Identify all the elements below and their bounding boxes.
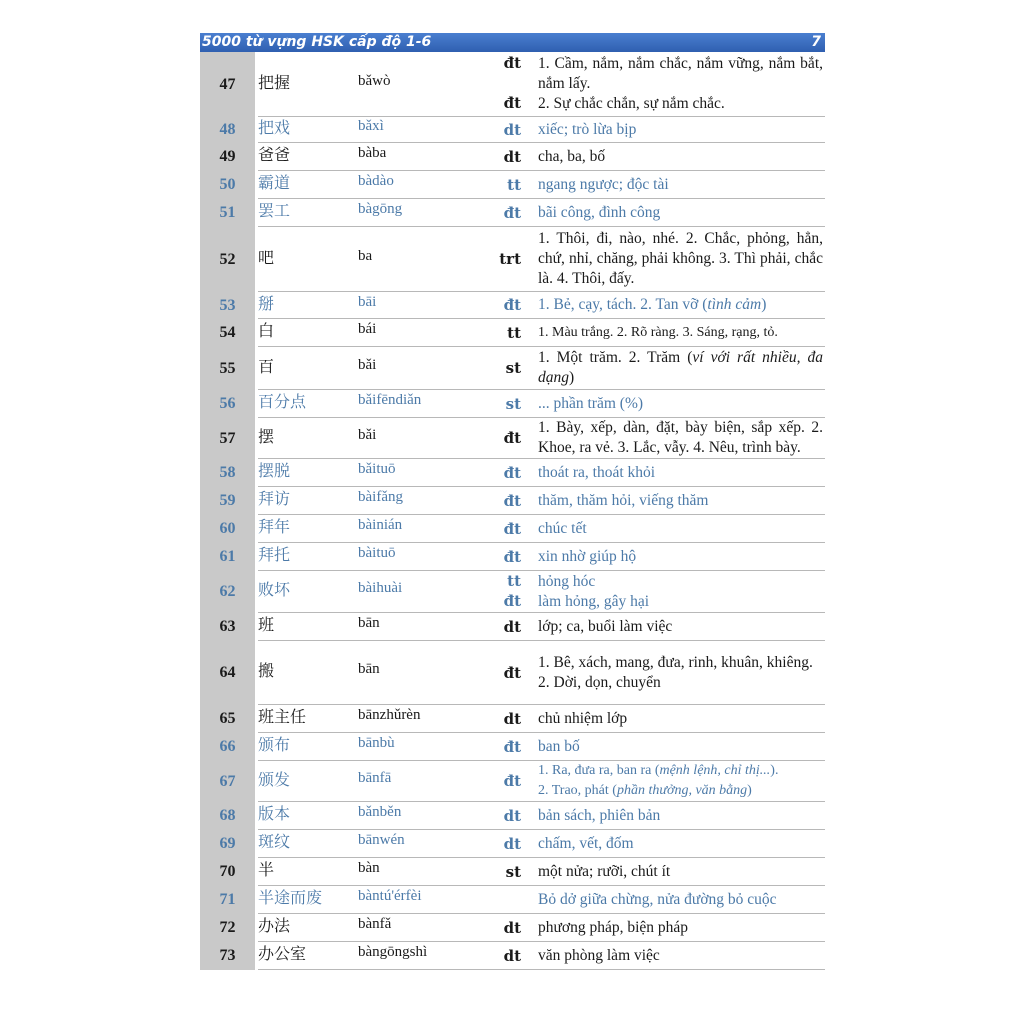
- entry-number: 47: [200, 52, 255, 117]
- pinyin: ba: [358, 247, 373, 264]
- meaning-text: ban bố: [538, 737, 580, 755]
- meaning-text: 1. Thôi, đi, nào, nhé. 2. Chắc, phỏng, hẳn, chứ, nhỉ, chăng, phải không. 3. Thì phải, chắc là. 4. Thôi, đấy.: [538, 230, 823, 287]
- entry-number: 57: [200, 418, 255, 459]
- senses: [476, 942, 825, 969]
- pinyin: bàinián: [358, 517, 403, 533]
- table-row: [200, 942, 825, 970]
- part-of-speech: đt: [503, 54, 521, 72]
- entry-body: [258, 641, 825, 705]
- book-title: 5000 từ vựng HSK cấp độ 1-6: [202, 34, 432, 50]
- meaning-text: 1. Một trăm. 2. Trăm (: [538, 349, 693, 366]
- senses: [476, 761, 825, 801]
- hanzi: 版本: [258, 804, 291, 823]
- dictionary-page: [200, 33, 825, 970]
- part-of-speech: dt: [503, 617, 521, 636]
- meaning-text: Bỏ dở giữa chừng, nửa đường bỏ cuộc: [538, 890, 777, 908]
- hanzi: 百: [258, 356, 275, 376]
- meaning-text: lớp; ca, buổi làm việc: [538, 617, 673, 635]
- sense: [476, 592, 825, 612]
- part-of-speech: tt: [507, 571, 521, 590]
- meaning-text: thăm, thăm hỏi, viếng thăm: [538, 491, 709, 509]
- meaning: [538, 175, 825, 195]
- sense: [476, 653, 825, 693]
- senses: [476, 459, 825, 486]
- part-of-speech: đt: [503, 463, 521, 482]
- meaning-text: 2. Trao, phát (: [538, 783, 617, 798]
- pinyin: bǎi: [358, 356, 377, 373]
- hanzi: 办法: [258, 916, 291, 935]
- entry-number: 73: [200, 942, 255, 970]
- part-of-speech: st: [505, 394, 521, 413]
- meaning-text: làm hỏng, gây hại: [538, 592, 650, 610]
- entry-number: 72: [200, 914, 255, 942]
- part-of-speech: đt: [503, 663, 521, 682]
- part-of-speech: đt: [503, 296, 521, 314]
- meaning: [538, 834, 825, 854]
- meaning-text: 2. Dời, dọn, chuyển: [538, 673, 661, 691]
- sense: [476, 54, 825, 94]
- entry-number: 52: [200, 227, 255, 292]
- sense: [476, 463, 825, 483]
- entry-body: [258, 942, 825, 970]
- senses: [476, 641, 825, 704]
- meaning: [538, 94, 825, 114]
- sense: [476, 229, 825, 289]
- meaning: [538, 918, 825, 938]
- senses: [476, 613, 825, 640]
- meaning-text: chấm, vết, đốm: [538, 834, 634, 852]
- sense: [476, 709, 825, 729]
- entry-number: 61: [200, 543, 255, 571]
- meaning: [538, 737, 825, 757]
- meaning: [538, 709, 825, 729]
- meaning: [538, 890, 825, 910]
- entry-number: 63: [200, 613, 255, 641]
- pinyin: bǎwò: [358, 72, 391, 89]
- part-of-speech: dt: [503, 120, 521, 139]
- meaning-text: phần thưởng, văn bằng: [616, 783, 748, 798]
- table-row: [200, 227, 825, 292]
- meaning-text: 1. Cầm, nắm, nắm chắc, nắm vững, nắm bắt, nắm lấy.: [538, 55, 823, 92]
- meaning: [538, 946, 825, 966]
- meaning-text: chúc tết: [538, 519, 587, 537]
- meaning-text: thoát ra, thoát khỏi: [538, 463, 656, 481]
- senses: [476, 886, 825, 913]
- pinyin: bān: [358, 661, 380, 677]
- part-of-speech: dt: [503, 147, 521, 166]
- part-of-speech: st: [505, 862, 521, 881]
- pinyin: bǎituō: [358, 461, 396, 477]
- pinyin: bǎnběn: [358, 804, 402, 820]
- senses: [476, 914, 825, 941]
- meaning-text: cha, ba, bố: [538, 147, 606, 165]
- hanzi: 班: [258, 615, 275, 634]
- entry-number: 50: [200, 171, 255, 199]
- meaning: [538, 572, 825, 592]
- hanzi: 办公室: [258, 944, 307, 963]
- pinyin: bǎi: [358, 426, 377, 443]
- senses: [476, 418, 825, 458]
- pinyin: bàdào: [358, 173, 394, 189]
- sense: [476, 617, 825, 637]
- hanzi: 摆脱: [258, 461, 291, 480]
- pinyin: bái: [358, 321, 377, 337]
- meaning-text: mệnh lệnh, chỉ thị...: [659, 763, 771, 778]
- senses: [476, 858, 825, 885]
- hanzi: 把戏: [258, 118, 291, 137]
- pinyin: bàba: [358, 145, 387, 161]
- meaning: [538, 323, 825, 343]
- meaning: [538, 862, 825, 882]
- senses: [476, 347, 825, 389]
- meaning: [538, 295, 825, 315]
- meaning: [538, 761, 825, 801]
- entry-body: [258, 227, 825, 292]
- entry-number: 49: [200, 143, 255, 171]
- pinyin: bānwén: [358, 832, 405, 848]
- entry-number: 55: [200, 347, 255, 390]
- pinyin: bān: [358, 615, 380, 631]
- meaning-text: xiếc; trò lừa bịp: [538, 120, 637, 138]
- sense: [476, 295, 825, 315]
- sense: [476, 834, 825, 854]
- part-of-speech: đt: [503, 772, 521, 790]
- entry-number: 70: [200, 858, 255, 886]
- sense: [476, 394, 825, 414]
- meaning-text: ): [569, 369, 575, 386]
- meaning: [538, 147, 825, 167]
- meaning-text: phương pháp, biện pháp: [538, 918, 689, 936]
- sense: [476, 491, 825, 511]
- senses: [476, 543, 825, 570]
- senses: [476, 117, 825, 142]
- hanzi: 班主任: [258, 707, 307, 726]
- meaning: [538, 418, 825, 458]
- sense: [476, 348, 825, 388]
- part-of-speech: đt: [503, 203, 521, 222]
- pinyin: bānbù: [358, 735, 395, 751]
- hanzi: 吧: [258, 247, 275, 267]
- page-number: 7: [811, 34, 821, 50]
- pinyin: bǎxì: [358, 118, 384, 134]
- meaning-text: tình cảm: [707, 296, 762, 313]
- pinyin: bānfā: [358, 769, 392, 786]
- sense: [476, 175, 825, 195]
- part-of-speech: st: [505, 359, 521, 377]
- sense: [476, 120, 825, 140]
- meaning: [538, 348, 825, 388]
- sense: [476, 203, 825, 223]
- table-row: [200, 641, 825, 705]
- pinyin: bàngōngshì: [358, 944, 428, 960]
- meaning: [538, 592, 825, 612]
- hanzi: 搬: [258, 661, 275, 680]
- meaning-text: hỏng hóc: [538, 572, 596, 590]
- sense: [476, 918, 825, 938]
- part-of-speech: dt: [503, 806, 521, 825]
- sense: [476, 418, 825, 458]
- meaning-text: ).: [770, 763, 779, 778]
- pinyin: bàihuài: [358, 580, 403, 596]
- part-of-speech: đt: [503, 491, 521, 510]
- senses: [476, 802, 825, 829]
- entry-number: 64: [200, 641, 255, 705]
- hanzi: 摆: [258, 426, 275, 446]
- entry-body: [258, 52, 825, 117]
- part-of-speech: trt: [499, 250, 521, 268]
- meaning-text: 2. Sự chắc chắn, sự nắm chắc.: [538, 95, 725, 112]
- meaning-text: bản sách, phiên bản: [538, 806, 661, 824]
- senses: [476, 171, 825, 198]
- entry-number: 60: [200, 515, 255, 543]
- senses: [476, 143, 825, 170]
- part-of-speech: đt: [503, 429, 521, 447]
- entry-number: 67: [200, 761, 255, 802]
- meaning: [538, 519, 825, 539]
- senses: [476, 830, 825, 857]
- part-of-speech: đt: [503, 591, 521, 610]
- part-of-speech: đt: [503, 547, 521, 566]
- pinyin: bàituō: [358, 545, 396, 561]
- part-of-speech: dt: [503, 918, 521, 937]
- pinyin: bāi: [358, 293, 377, 310]
- pinyin: bànfǎ: [358, 916, 392, 932]
- meaning: [538, 653, 825, 693]
- table-row: [200, 52, 825, 117]
- entry-number: 58: [200, 459, 255, 487]
- part-of-speech: tt: [507, 175, 521, 194]
- entry-number: 59: [200, 487, 255, 515]
- part-of-speech: dt: [503, 834, 521, 853]
- hanzi: 颁布: [258, 735, 291, 754]
- sense: [476, 737, 825, 757]
- meaning-text: 1. Bày, xếp, dàn, đặt, bày biện, sắp xếp. 2. Khoe, ra vẻ. 3. Lắc, vẫy. 4. Nêu, trình bày.: [538, 419, 823, 456]
- sense: [476, 519, 825, 539]
- senses: [476, 487, 825, 514]
- hanzi: 半: [258, 860, 275, 879]
- entry-number: 53: [200, 292, 255, 319]
- meaning: [538, 229, 825, 289]
- entry-number: 68: [200, 802, 255, 830]
- pinyin: bǎifēndiǎn: [358, 392, 422, 408]
- meaning: [538, 54, 825, 94]
- hanzi: 颁发: [258, 769, 291, 789]
- hanzi: 拜访: [258, 489, 291, 508]
- part-of-speech: đt: [503, 94, 521, 112]
- senses: [476, 52, 825, 116]
- sense: [476, 547, 825, 567]
- meaning-text: chủ nhiệm lớp: [538, 709, 628, 727]
- entry-number: 48: [200, 117, 255, 143]
- meaning: [538, 120, 825, 140]
- meaning: [538, 547, 825, 567]
- hanzi: 把握: [258, 72, 291, 92]
- meaning-text: ví với rất nhiều, đa dạng: [538, 349, 823, 386]
- part-of-speech: dt: [503, 946, 521, 965]
- sense: [476, 946, 825, 966]
- meaning: [538, 806, 825, 826]
- sense: [476, 761, 825, 801]
- hanzi: 半途而废: [258, 888, 323, 907]
- hanzi: 掰: [258, 293, 275, 313]
- entry-number: 65: [200, 705, 255, 733]
- senses: [476, 733, 825, 760]
- hanzi: 白: [258, 321, 275, 340]
- part-of-speech: đt: [503, 737, 521, 756]
- sense: [476, 94, 825, 114]
- hanzi: 斑纹: [258, 832, 291, 851]
- meaning: [538, 394, 825, 414]
- pinyin: bānzhǔrèn: [358, 707, 421, 723]
- sense: [476, 323, 825, 343]
- hanzi: 拜托: [258, 545, 291, 564]
- hanzi: 爸爸: [258, 145, 291, 164]
- meaning-text: 1. Bẻ, cạy, tách. 2. Tan vỡ (: [538, 296, 708, 313]
- hanzi: 罢工: [258, 201, 291, 220]
- senses: [476, 390, 825, 417]
- senses: [476, 199, 825, 226]
- senses: [476, 705, 825, 732]
- meaning-text: ): [761, 296, 767, 313]
- meaning-text: 1. Ra, đưa ra, ban ra (: [538, 763, 660, 778]
- senses: [476, 571, 825, 612]
- entry-number: 69: [200, 830, 255, 858]
- hanzi: 拜年: [258, 517, 291, 536]
- meaning: [538, 203, 825, 223]
- meaning-text: ): [747, 783, 752, 798]
- entry-number: 71: [200, 886, 255, 914]
- pinyin: bàntú'érfèi: [358, 888, 422, 904]
- part-of-speech: tt: [507, 323, 521, 342]
- sense: [476, 147, 825, 167]
- hanzi: 百分点: [258, 392, 307, 411]
- meaning-text: bãi công, đình công: [538, 203, 661, 221]
- pinyin: bàgōng: [358, 201, 403, 217]
- meaning-text: một nửa; rưỡi, chút ít: [538, 862, 671, 880]
- senses: [476, 319, 825, 346]
- meaning-text: xin nhờ giúp hộ: [538, 547, 637, 565]
- senses: [476, 515, 825, 542]
- meaning-text: 1. Màu trắng. 2. Rõ ràng. 3. Sáng, rạng, tỏ.: [538, 324, 778, 340]
- part-of-speech: đt: [503, 519, 521, 538]
- meaning-text: văn phòng làm việc: [538, 946, 660, 964]
- entry-number: 51: [200, 199, 255, 227]
- entry-number: 54: [200, 319, 255, 347]
- senses: [476, 227, 825, 291]
- sense: [476, 862, 825, 882]
- entry-number: 62: [200, 571, 255, 613]
- hanzi: 霸道: [258, 173, 291, 192]
- sense: [476, 806, 825, 826]
- meaning-text: ngang ngược; độc tài: [538, 175, 669, 193]
- part-of-speech: dt: [503, 709, 521, 728]
- pinyin: bàifǎng: [358, 489, 403, 505]
- entry-number: 66: [200, 733, 255, 761]
- meaning: [538, 463, 825, 483]
- meaning-text: 1. Bê, xách, mang, đưa, rinh, khuân, khiêng.: [538, 653, 813, 671]
- entry-number: 56: [200, 390, 255, 418]
- meaning: [538, 617, 825, 637]
- meaning: [538, 491, 825, 511]
- pinyin: bàn: [358, 860, 380, 876]
- hanzi: 败坏: [258, 580, 291, 599]
- vocabulary-table: [200, 52, 825, 970]
- sense: [476, 890, 825, 910]
- meaning-text: ... phần trăm (%): [538, 394, 644, 412]
- senses: [476, 292, 825, 318]
- sense: [476, 572, 825, 592]
